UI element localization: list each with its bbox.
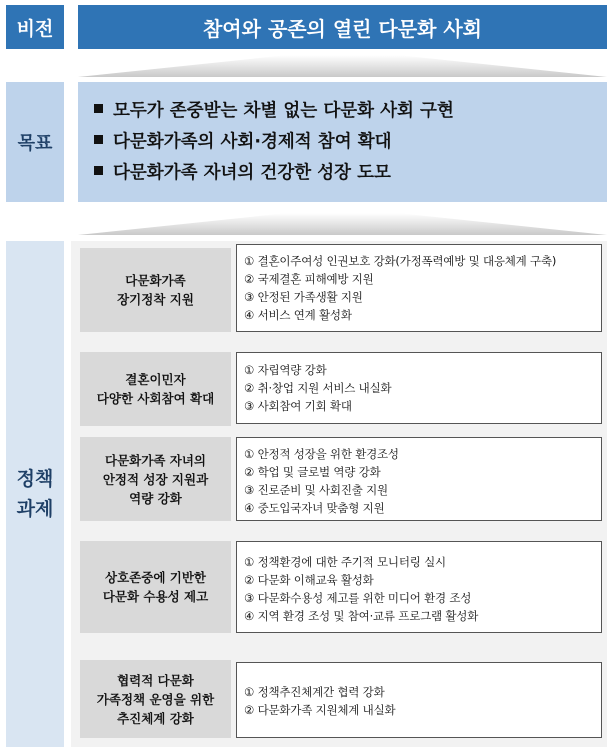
task-detail-item: ① 안정적 성장을 위한 환경조성 <box>244 447 399 461</box>
task-detail-item: ② 다문화 이해교육 활성화 <box>244 573 374 587</box>
task-details <box>236 541 602 633</box>
task-detail-item: ③ 사회참여 기회 확대 <box>244 399 352 413</box>
task-title: 다문화가족 장기정착 지원 <box>80 248 231 332</box>
task-detail-item: ② 국제결혼 피해예방 지원 <box>244 272 374 286</box>
task-title: 상호존중에 기반한 다문화 수용성 제고 <box>80 541 231 633</box>
connector-arrow <box>78 213 607 235</box>
task-detail-item: ② 취·창업 지원 서비스 내실화 <box>244 381 392 395</box>
task-details <box>236 437 602 521</box>
task-detail-item: ③ 안정된 가족생활 지원 <box>244 290 363 304</box>
bullet-square-icon <box>94 135 103 144</box>
task-detail-item: ① 정책환경에 대한 주기적 모니터링 실시 <box>244 555 446 569</box>
task-title: 다문화가족 자녀의 안정적 성장 지원과 역량 강화 <box>80 437 231 521</box>
task-detail-item: ② 다문화가족 지원체계 내실화 <box>244 703 396 717</box>
task-detail-item: ① 자립역량 강화 <box>244 363 327 377</box>
task-detail-item: ① 정책추진체계간 협력 강화 <box>244 685 385 699</box>
task-details <box>236 662 602 738</box>
task-details <box>236 244 602 332</box>
bullet-square-icon <box>94 104 103 113</box>
task-detail-item: ③ 다문화수용성 제고를 위한 미디어 환경 조성 <box>244 591 472 605</box>
bullet-square-icon <box>94 166 103 175</box>
connector-arrow <box>78 55 607 77</box>
goal-label: 목표 <box>6 82 64 202</box>
task-detail-item: ② 학업 및 글로벌 역량 강화 <box>244 465 381 479</box>
vision-label: 비전 <box>6 5 64 49</box>
task-detail-item: ④ 중도입국자녀 맞춤형 지원 <box>244 501 385 515</box>
task-detail-item: ④ 지역 환경 조성 및 참여·교류 프로그램 활성화 <box>244 609 479 623</box>
task-title: 협력적 다문화 가족정책 운영을 위한 추진체계 강화 <box>80 660 231 738</box>
task-detail-item: ④ 서비스 연계 활성화 <box>244 308 352 322</box>
task-detail-item: ① 결혼이주여성 인권보호 강화(가정폭력예방 및 대응체계 구축) <box>244 254 557 268</box>
vision-statement: 참여와 공존의 열린 다문화 사회 <box>78 5 607 49</box>
goal-item: 모두가 존중받는 차별 없는 다문화 사회 구현 <box>94 96 607 127</box>
goal-item: 다문화가족 자녀의 건강한 성장 도모 <box>94 158 607 189</box>
goal-list <box>78 82 607 202</box>
policy-label: 정책 과제 <box>6 241 64 747</box>
task-detail-item: ③ 진로준비 및 사회진출 지원 <box>244 483 388 497</box>
goal-item: 다문화가족의 사회·경제적 참여 확대 <box>94 127 607 158</box>
task-title: 결혼이민자 다양한 사회참여 확대 <box>80 352 231 426</box>
task-details <box>236 352 602 424</box>
